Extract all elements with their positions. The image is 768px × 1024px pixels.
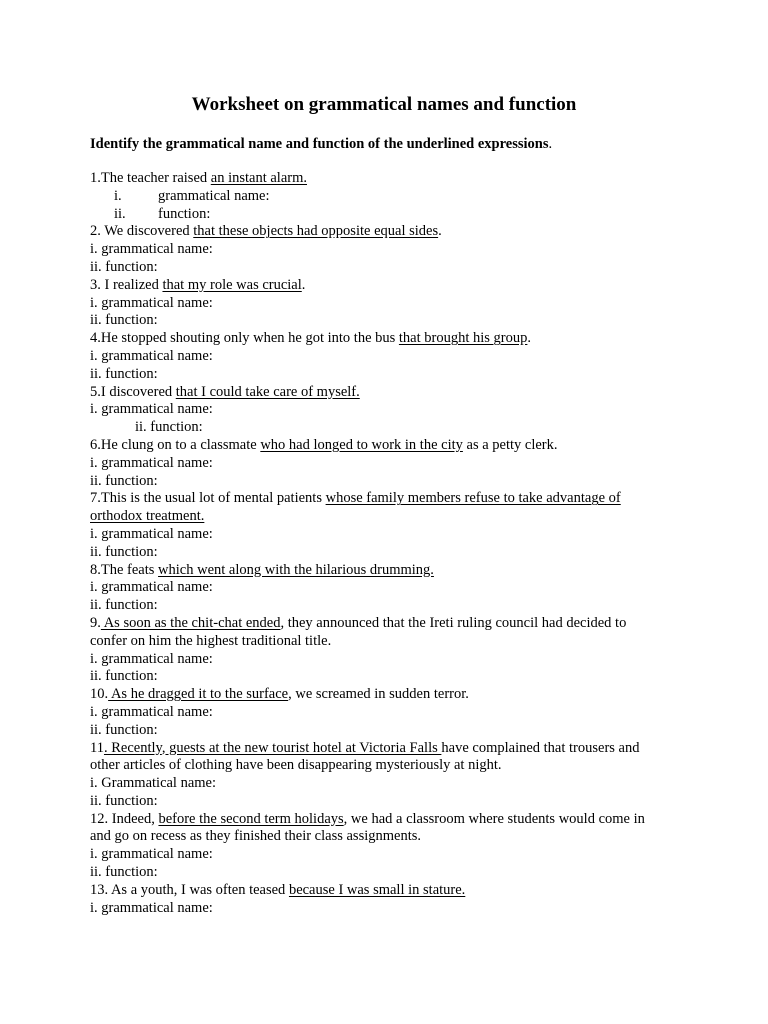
underlined-expression: As soon as the chit-chat ended (100, 614, 281, 631)
q9-function: ii. function: (90, 668, 158, 685)
question-text: . (301, 276, 306, 293)
underlined-expression: As he dragged it to the surface (108, 686, 289, 703)
question-12-cont: and go on recess as they finished their class assignments. (90, 828, 422, 845)
q7-function: ii. function: (90, 543, 158, 560)
question-text: 12. Indeed, (90, 810, 159, 827)
question-text: , we screamed in sudden terror. (288, 686, 469, 703)
q12-grammatical-name: i. grammatical name: (90, 846, 213, 863)
q2-function: ii. function: (90, 258, 158, 275)
question-text: 2. We discovered (90, 223, 194, 240)
underlined-expression: that brought his group (398, 330, 528, 347)
roman-numeral: i. (114, 187, 122, 204)
q13-grammatical-name: i. grammatical name: (90, 899, 213, 916)
question-text: 6.He clung on to a classmate (90, 436, 261, 453)
question-2 (90, 223, 680, 241)
q3-grammatical-name: i. grammatical name: (90, 294, 213, 311)
q4-function: ii. function: (90, 365, 158, 382)
question-text: 7.This is the usual lot of mental patients (90, 490, 326, 507)
questions-body (90, 170, 680, 917)
question-11-cont: other articles of clothing have been disappearing mysteriously at night. (90, 757, 502, 774)
question-7-cont (90, 508, 680, 526)
q2-grammatical-name: i. grammatical name: (90, 241, 213, 258)
question-13 (90, 882, 680, 900)
question-3 (90, 277, 680, 295)
question-9 (90, 615, 680, 633)
q8-function: ii. function: (90, 597, 158, 614)
instructions-bold: Identify the grammatical name and function of the underlined expressions (90, 136, 549, 152)
q11-grammatical-name: i. Grammatical name: (90, 775, 217, 792)
question-4 (90, 330, 680, 348)
question-1 (90, 170, 680, 188)
underlined-expression: which went along with the hilarious drumming. (158, 561, 434, 578)
underlined-expression: orthodox treatment. (90, 508, 205, 525)
question-text: 8.The feats (90, 561, 159, 578)
q4-grammatical-name: i. grammatical name: (90, 347, 213, 364)
q1-grammatical-name (90, 188, 680, 206)
q6-grammatical-name: i. grammatical name: (90, 454, 213, 471)
question-text: , they announced that the Ireti ruling council had decided to (280, 614, 627, 631)
answer-label: function: (158, 205, 211, 222)
question-number: 9. (90, 614, 101, 631)
question-number: 11 (90, 739, 104, 756)
question-text: have complained that trousers and (441, 739, 640, 756)
question-text: , (161, 739, 166, 756)
q12-function: ii. function: (90, 864, 158, 881)
q10-function: ii. function: (90, 721, 158, 738)
question-12 (90, 811, 680, 829)
underlined-expression: before the second term holidays (158, 810, 344, 827)
question-text: 3. I realized (90, 276, 163, 293)
q1-function (90, 206, 680, 224)
question-text: 13. As a youth, I was often teased (90, 881, 289, 898)
q11-function: ii. function: (90, 792, 158, 809)
question-8 (90, 562, 680, 580)
q5-grammatical-name: i. grammatical name: (90, 401, 213, 418)
underlined-expression: . Recently (103, 739, 162, 756)
underlined-expression: that I could take care of myself. (175, 383, 360, 400)
underlined-expression: who had longed to work in the city (260, 436, 463, 453)
underlined-expression: because I was small in stature. (288, 881, 466, 898)
q8-grammatical-name: i. grammatical name: (90, 579, 213, 596)
q9-grammatical-name: i. grammatical name: (90, 650, 213, 667)
roman-numeral: ii. (114, 205, 126, 222)
question-number: 10. (90, 686, 109, 703)
answer-label: grammatical name: (158, 187, 270, 204)
underlined-expression: whose family members refuse to take advantage of (325, 490, 621, 507)
q5-function: ii. function: (135, 419, 203, 436)
instructions (90, 134, 552, 154)
underlined-expression: an instant alarm. (210, 170, 307, 186)
q6-function: ii. function: (90, 472, 158, 489)
question-5 (90, 384, 680, 402)
question-11 (90, 740, 680, 758)
question-text: . (438, 223, 442, 240)
question-10 (90, 686, 680, 704)
question-text: 1.The teacher raised (90, 170, 211, 186)
q3-function: ii. function: (90, 312, 158, 329)
q10-grammatical-name: i. grammatical name: (90, 703, 213, 720)
question-text: as a petty clerk. (462, 436, 558, 453)
question-text: , we had a classroom where students would come in (343, 810, 645, 827)
underlined-expression: that my role was crucial (162, 276, 302, 293)
question-6 (90, 437, 680, 455)
question-text: 5.I discovered (90, 383, 176, 400)
underlined-expression: guests at the new tourist hotel at Victoria Falls (165, 739, 442, 756)
underlined-expression: that these objects had opposite equal sides (193, 223, 439, 240)
question-text: . (527, 330, 532, 347)
question-9-cont: confer on him the highest traditional title. (90, 632, 332, 649)
question-text: 4.He stopped shouting only when he got into the bus (90, 330, 399, 347)
instructions-tail: . (548, 136, 553, 152)
q7-grammatical-name: i. grammatical name: (90, 525, 213, 542)
question-7 (90, 490, 680, 508)
page-title: Worksheet on grammatical names and function (191, 94, 577, 115)
